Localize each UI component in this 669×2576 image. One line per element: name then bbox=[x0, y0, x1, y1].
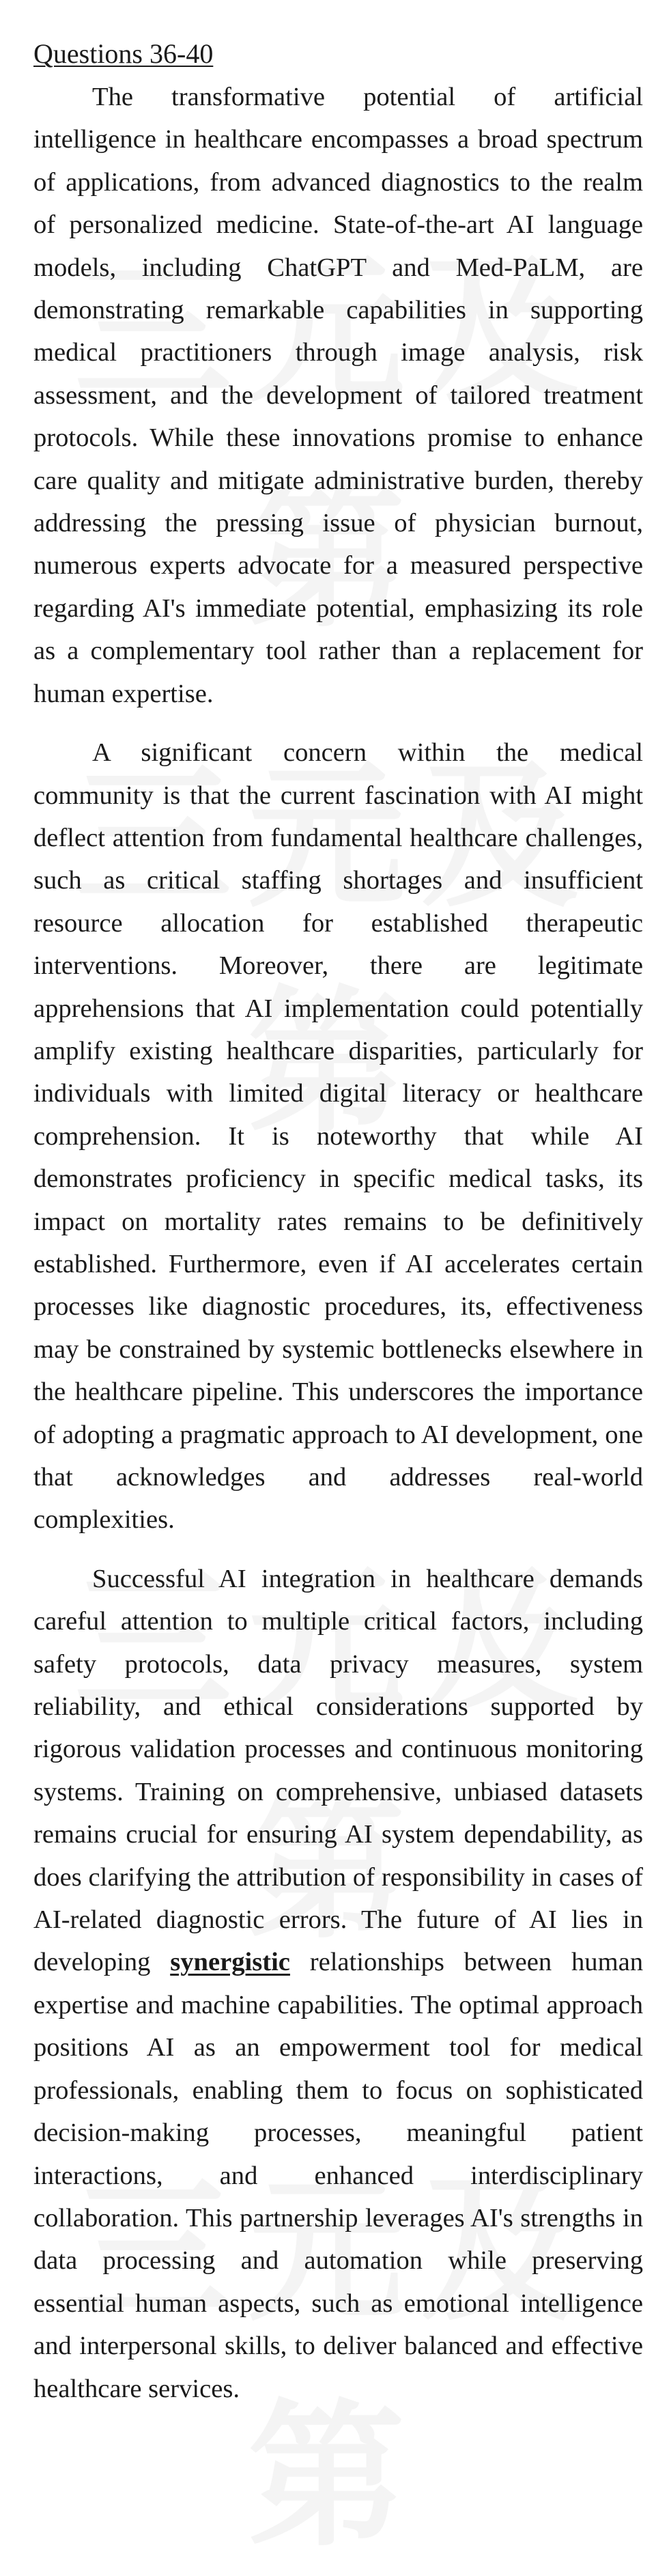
paragraph-2: A significant concern within the medical community is that the current fascination with AI might deflect attention from fundamental healthcare challenges, such as critical staffing shortages and insufficient resource allocation for established therapeutic interventions. Moreover, there are legitimate apprehensions that AI implementation could potentially amplify existing healthcare disparities, particularly for individuals with limited digital literacy or healthcare comprehension. It is noteworthy that while AI demonstrates proficiency in specific medical tasks, its impact on mortality rates remains to be definitively established. Furthermore, even if AI accelerates certain processes like diagnostic procedures, its, effectiveness may be constrained by systemic bottlenecks elsewhere in the healthcare pipeline. This underscores the importance of adopting a pragmatic approach to AI development, one that acknowledges and addresses real-world complexities. bbox=[33, 738, 643, 1535]
section-heading: Questions 36-40 bbox=[33, 38, 214, 69]
paragraph-3 bbox=[33, 1558, 643, 2410]
paragraph-3-before-text: Successful AI integration in healthcare demands careful attention to multiple critical factors, including safety protocols, data privacy measures, system reliability, and ethical considerations supported by rigorous validation processes and continuous monitoring systems. Training on comprehensive, unbiased datasets remains crucial for ensuring AI system dependability, as does clarifying the attribution of responsibility in cases of AI-related diagnostic errors. The future of AI lies in developing bbox=[33, 1564, 643, 1977]
paragraph-1: The transformative potential of artificial intelligence in healthcare encompasses a broad spectrum of applications, from advanced diagnostics to the realm of personalized medicine. State-of-the-art AI language models, including ChatGPT and Med-PaLM, are demonstrating remarkable capabilities in supporting medical practitioners through image analysis, risk assessment, and the development of tailored treatment protocols. While these innovations promise to enhance care quality and mitigate administrative burden, thereby addressing the pressing issue of physician burnout, numerous experts advocate for a measured perspective regarding AI's immediate potential, emphasizing its role as a complementary tool rather than a replacement for human expertise. bbox=[33, 83, 643, 708]
highlighted-keyword: synergistic bbox=[170, 1948, 290, 1977]
paragraph-3-after-text: relationships between human expertise and machine capabilities. The optimal approach positions AI as an empowerment tool for medical professionals, enabling them to focus on sophisticated decision-making processes, meaningful patient interactions, and enhanced interdisciplinary collaboration. This partnership leverages AI's strengths in data processing and automation while preserving essential human aspects, such as emotional intelligence and interpersonal skills, to deliver balanced and effective healthcare services. bbox=[33, 1948, 643, 2403]
